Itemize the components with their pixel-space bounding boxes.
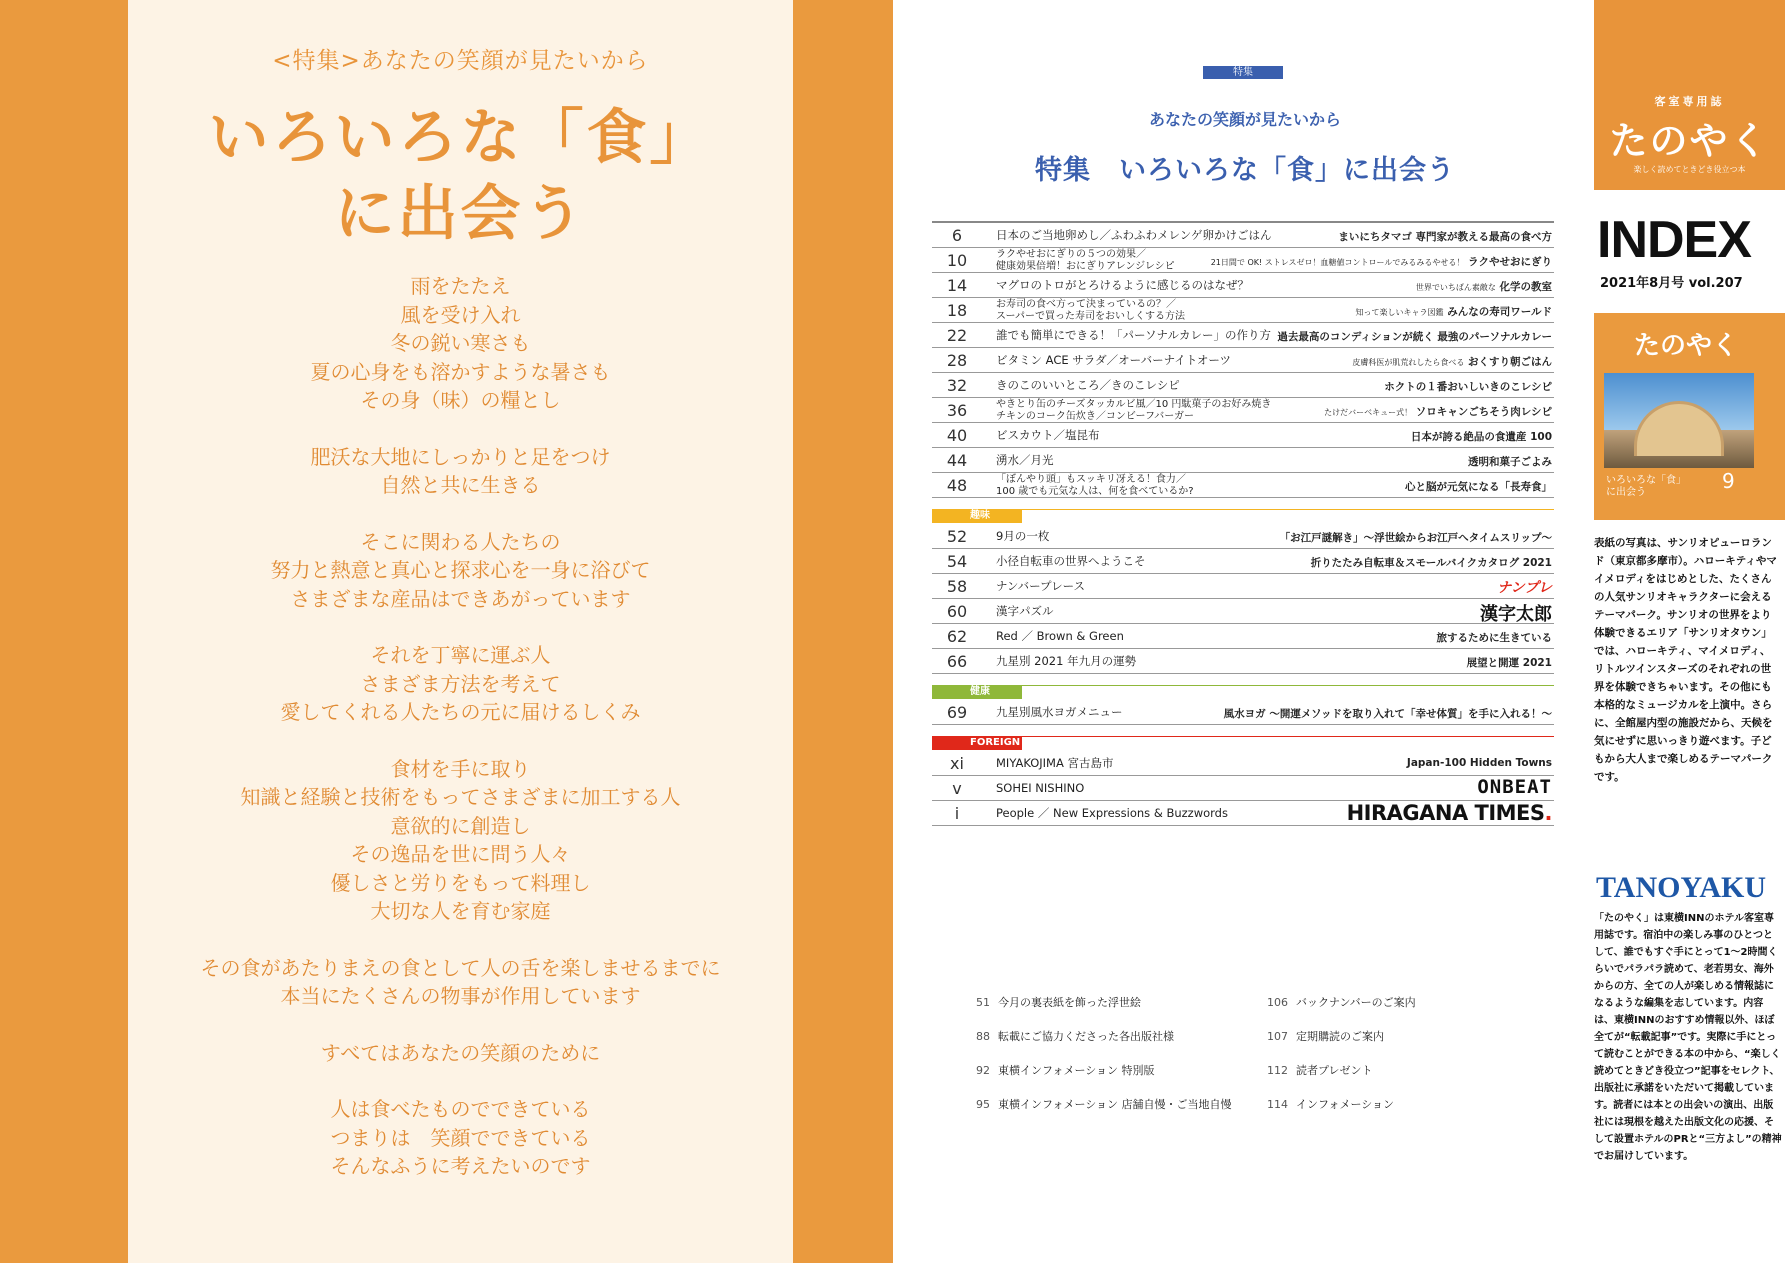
toc-title	[996, 429, 1100, 442]
misc-index-item	[1262, 1062, 1373, 1078]
misc-index-item	[964, 1096, 1232, 1112]
toc-source-title: 透明和菓子ごよみ	[1468, 456, 1552, 468]
misc-page-number: 107	[1267, 1030, 1288, 1043]
toc-title: SOHEI NISHINO	[996, 781, 1085, 795]
toc-source-note: 世界でいちばん素敵な	[1415, 283, 1496, 292]
misc-title: 読者プレゼント	[1296, 1064, 1373, 1077]
toc-source-note: たけだバーベキュー式！	[1324, 408, 1413, 417]
misc-title: インフォメーション	[1296, 1098, 1395, 1111]
toc-source	[1405, 479, 1552, 494]
misc-page-number: 112	[1267, 1064, 1288, 1077]
toc-row	[932, 348, 1554, 373]
feature-title: 特集 いろいろな「食」に出会う	[1035, 155, 1455, 186]
toc-source	[1224, 706, 1552, 721]
toc-source-title: みんなの寿司ワールド	[1447, 306, 1552, 318]
toc-source-title: 過去最高のコンディションが続く 最強のパーソナルカレー	[1277, 331, 1552, 343]
poem-line: 努力と熱意と真心と探求心を一身に浴びて	[270, 558, 651, 582]
toc-source	[1480, 600, 1552, 626]
toc-source	[1437, 630, 1553, 645]
poem-line: さまざまな産品はできあがっています	[290, 586, 631, 611]
poem-kicker: <特集>あなたの笑顔が見たいから	[272, 48, 649, 74]
feature-tag: 特集	[1203, 66, 1283, 79]
toc-page-number: 32	[946, 376, 968, 395]
toc-source	[1277, 329, 1552, 344]
misc-index-item	[1262, 1028, 1384, 1044]
toc-title-line: マグロのトロがとろけるように感じるのはなぜ？	[996, 278, 1249, 292]
toc-page-number: 40	[946, 426, 968, 445]
tanoyaku-logo: TANOYAKU	[1596, 871, 1767, 904]
toc-title-line: ラクやせおにぎりの５つの効果／	[996, 249, 1146, 260]
toc-source-title: 折りたたみ自転車＆スモールバイクカタログ 2021	[1310, 557, 1552, 569]
toc-title: MIYAKOJIMA 宮古島市	[996, 756, 1114, 770]
poem-stanza	[128, 954, 793, 1011]
toc-title-line: 健康効果倍増！おにぎりアレンジレシピ	[996, 260, 1175, 272]
misc-title: 今月の裏表紙を飾った浮世絵	[998, 996, 1141, 1009]
cover-text-line: いろいろな「食」	[1606, 475, 1686, 486]
poem-line: そんなふうに考えたいのです	[330, 1154, 591, 1178]
toc-page-number: 52	[946, 527, 968, 546]
toc-source	[1356, 304, 1552, 319]
toc-source-title: 展望と開運 2021	[1466, 657, 1552, 669]
toc-source	[1338, 229, 1552, 244]
toc-source	[1407, 757, 1552, 769]
toc-source	[1384, 379, 1552, 394]
toc-title-line: ビタミン ACE サラダ／オーバーナイトオーツ	[996, 353, 1231, 367]
kanji-taro-logo: 漢字太郎	[1480, 604, 1552, 625]
toc-page-number: 60	[946, 602, 968, 621]
toc-row	[932, 448, 1554, 473]
toc-title-line: 誰でも簡単にできる！「パーソナルカレー」の作り方	[996, 328, 1271, 342]
toc-title	[996, 249, 1175, 272]
toc-source-title: 旅するために生きている	[1436, 632, 1552, 644]
toc-source	[1280, 530, 1552, 545]
misc-title: バックナンバーのご案内	[1296, 996, 1416, 1009]
toc-title-line: 湧水／月光	[996, 453, 1054, 467]
toc-source	[1352, 354, 1552, 369]
poem-title-line: に出会う	[334, 179, 587, 249]
misc-page-number: 114	[1267, 1098, 1288, 1111]
toc-page-number: 48	[946, 476, 968, 495]
misc-index-item	[964, 994, 1141, 1010]
poem-line: さまざま方法を考えて	[360, 671, 561, 696]
issue-number: 2021年8月号 vol.207	[1600, 276, 1743, 291]
brand-tagline: 楽しく読めてときどき役立つ本	[1633, 165, 1746, 174]
toc-title	[996, 379, 1180, 392]
misc-index-item	[1262, 994, 1416, 1010]
section-divider	[932, 736, 1554, 737]
misc-page-number: 51	[976, 996, 990, 1009]
toc-page-number: 54	[946, 552, 968, 571]
toc-source	[1411, 429, 1552, 444]
poem-line: 風を受け入れ	[400, 302, 521, 327]
poem-line: つまりは 笑顔でできている	[330, 1125, 591, 1150]
toc-row	[932, 273, 1554, 298]
toc-row	[932, 700, 1554, 725]
hiragana-times-logo	[1347, 801, 1552, 825]
poem-body	[128, 272, 793, 1209]
toc-source-title: 化学の教室	[1499, 281, 1552, 293]
toc-title	[996, 399, 1271, 422]
poem-line: 大切な人を育む家庭	[370, 899, 551, 923]
hiragana-times-dot: .	[1544, 801, 1552, 825]
poem-line: 人は食べたものでできている	[330, 1097, 591, 1121]
toc-source	[1497, 577, 1552, 597]
toc-source-title: ラクやせおにぎり	[1468, 256, 1552, 268]
section-label-hobby: 趣味	[932, 509, 1022, 523]
poem-stanza	[128, 1095, 793, 1181]
toc-page-number: 44	[946, 451, 968, 470]
misc-page-number: 106	[1267, 996, 1288, 1009]
toc-title: 漢字パズル	[996, 604, 1054, 618]
toc-source-title: おくすり朝ごはん	[1468, 356, 1552, 368]
toc-title-line: 100 歳でも元気な人は、何を食べているか?	[996, 485, 1194, 497]
poem-line: 冬の鋭い寒さも	[390, 331, 531, 355]
section-divider	[932, 509, 1554, 510]
toc-source-note: 皮膚科医が肌荒れしたら食べる	[1352, 358, 1465, 367]
poem-line: その逸品を世に問う人々	[350, 842, 571, 866]
toc-title-line: やきとり缶のチーズタッカルビ風／10 円駄菓子のお好み焼き	[996, 399, 1272, 410]
toc-title: ナンバープレース	[996, 579, 1086, 593]
cover-text	[1606, 475, 1686, 499]
poem-line: 食材を手に取り	[390, 756, 531, 781]
toc-source-title: 日本が誇る絶品の食遺産 100	[1410, 431, 1552, 443]
toc-source-title: 「お江戸謎解き」〜浮世絵からお江戸へタイムスリップ〜	[1279, 532, 1552, 544]
poem-stanza	[128, 528, 793, 614]
poem-stanza	[128, 1039, 793, 1068]
toc-page-number: 58	[946, 577, 968, 596]
misc-index-item	[964, 1028, 1174, 1044]
feature-subtitle: あなたの笑顔が見たいから	[1148, 110, 1341, 129]
toc-title-line: スーパーで買った寿司をおいしくする方法	[996, 310, 1185, 322]
toc-title: 小径自転車の世界へようこそ	[996, 554, 1146, 568]
toc-row	[932, 373, 1554, 398]
brand-box	[1594, 0, 1785, 190]
poem-line: 肥沃な大地にしっかりと足をつけ	[310, 444, 611, 469]
toc-source	[1468, 454, 1552, 469]
toc-row	[932, 574, 1554, 599]
toc-page-number: v	[952, 779, 962, 798]
toc-title-line: きのこのいいところ／きのこレシピ	[996, 378, 1180, 392]
misc-title: 転載にご協力くださった各出版社様	[998, 1030, 1174, 1043]
toc-source-note: 21日間で OK! ストレスゼロ！血糖値コントロールでみるみるやせる！	[1210, 258, 1465, 267]
poem-line: それを丁寧に運ぶ人	[370, 643, 551, 667]
toc-source-title: ホクトの１番おいしいきのこレシピ	[1384, 381, 1552, 393]
poem-panel	[128, 0, 793, 1263]
toc-title	[996, 279, 1249, 292]
brand-logo: たのやく	[1609, 119, 1770, 163]
toc-row	[932, 776, 1554, 801]
section-label-foreign: FOREIGN	[932, 736, 1022, 750]
nanpure-logo: ナンプレ	[1497, 580, 1552, 596]
cover-number: 9	[1722, 469, 1735, 493]
toc-title	[996, 329, 1271, 342]
toc-page-number: 36	[946, 401, 968, 420]
toc-title	[996, 474, 1194, 497]
toc-row	[932, 599, 1554, 624]
onbeat-logo: ONBEAT	[1477, 776, 1552, 798]
toc-row	[932, 801, 1554, 826]
cover-description: 表紙の写真は、サンリオピューロランド（東京都多摩市）。ハローキティやマイメロディをはじめとした、たくさんの人気サンリオキャラクターに会えるテーマパーク。サンリオの世界をより体験できるエリア「サンリオタウン」では、ハローキティ、マイメロディ、リトルツインスターズのそれぞれの世界を体験できちゃいます。その他にも本格的なミュージカルを上演中。さらに、全館屋内型の施設だから、天候を気にせずに思いっきり遊べます。子どもから大人まで楽しめるテーマパークです。	[1594, 537, 1777, 783]
toc-page-number: 28	[946, 351, 968, 370]
poem-line: 優しさと労りをもって料理し	[330, 870, 591, 895]
poem-title-line: いろいろな「食」	[208, 103, 713, 173]
toc-source-title: まいにちタマゴ 専門家が教える最高の食べ方	[1338, 231, 1552, 243]
toc-page-number: 14	[946, 276, 968, 295]
toc-title-line: お寿司の食べ方って決まっているの？／	[996, 299, 1176, 310]
toc-source	[1347, 801, 1552, 825]
toc-row	[932, 524, 1554, 549]
misc-index-item	[1262, 1096, 1394, 1112]
poem-line: そこに関わる人たちの	[360, 529, 561, 554]
cover-logo: たのやく	[1634, 331, 1739, 361]
toc-page-number: 62	[946, 627, 968, 646]
toc-row	[932, 624, 1554, 649]
toc-source	[1477, 776, 1552, 798]
misc-page-number: 95	[976, 1098, 990, 1111]
poem-stanza	[128, 641, 793, 727]
toc-row	[932, 248, 1554, 273]
toc-page-number: xi	[950, 754, 964, 773]
toc-source	[1211, 254, 1552, 269]
toc-row	[932, 223, 1554, 248]
poem-line: 夏の心身をも溶かすような暑さも	[310, 359, 611, 384]
misc-title: 東横インフォメーション 特別版	[998, 1064, 1155, 1077]
poem-stanza	[128, 272, 793, 415]
poem-line: 愛してくれる人たちの元に届けるしくみ	[280, 700, 641, 724]
brand-category: 客室専用誌	[1654, 95, 1725, 108]
poem-line: 自然と共に生きる	[380, 473, 541, 497]
cover-text-line: に出会う	[1606, 487, 1646, 498]
misc-page-number: 92	[976, 1064, 990, 1077]
poem-line: 知識と経験と技術をもってさまざまに加工する人	[240, 785, 681, 809]
misc-title: 東横インフォメーション 店舗自慢・ご当地自慢	[998, 1098, 1232, 1111]
tanoyaku-description: 「たのやく」は東横INNのホテル客室専用誌です。宿泊中の楽しみ事のひとつとして、誰でもすぐ手にとって1〜2時間くらいでパラパラ読めて、老若男女、海外からの方、全ての人が楽しめる情報誌になるような編集を志しています。内容は、東横INNのおすすめ情報以外、ほぼ全てが“転載記事”です。実際に手にとって読むことができる本の中から、“楽しく読めてときどき役立つ”記事をセレクト、出版社に承諾をいただいて掲載しています。読者には本との出会いの演出、出版社には現根を越えた出版文化の応援、そして設置ホテルのPRと“三方よし”の精神でお届けしています。	[1594, 913, 1782, 1162]
toc-source-title: ソロキャンごちそう肉レシピ	[1415, 406, 1552, 418]
poem-line: すべてはあなたの笑顔のために	[320, 1040, 601, 1065]
toc-title-line: チキンのコーク缶炊き／コンビーフバーガー	[996, 410, 1194, 422]
poem-line: 本当にたくさんの物事が作用しています	[280, 984, 641, 1008]
toc-title: People ／ New Expressions & Buzzwords	[996, 806, 1228, 820]
toc-source	[1311, 555, 1552, 570]
poem-line: 雨をたたえ	[410, 274, 511, 298]
cover-thumbnail	[1594, 313, 1785, 520]
toc-row	[932, 398, 1554, 423]
poem-stanza	[128, 443, 793, 500]
poem-line: 意欲的に創造し	[390, 813, 531, 838]
cover-photo	[1604, 373, 1754, 468]
toc-source-note: 知って楽しいキャラ図鑑	[1355, 308, 1444, 317]
toc-row	[932, 751, 1554, 776]
toc-row	[932, 473, 1554, 498]
toc-title: Red ／ Brown & Green	[996, 629, 1124, 643]
toc-source	[1467, 655, 1552, 670]
toc-page-number: 69	[946, 703, 968, 722]
toc-source-title: 心と脳が元気になる「長寿食」	[1405, 481, 1552, 493]
misc-title: 定期購読のご案内	[1296, 1030, 1384, 1043]
toc-page-number: 10	[946, 251, 968, 270]
toc-source-title: 風水ヨガ 〜開運メソッドを取り入れて「幸せ体質」を手に入れる！〜	[1223, 708, 1552, 720]
toc-row	[932, 549, 1554, 574]
toc-title	[996, 299, 1185, 322]
toc-title: 九星別 2021 年九月の運勢	[996, 654, 1137, 668]
section-label-health: 健康	[932, 685, 1022, 699]
toc-source	[1324, 404, 1552, 419]
toc-title-line: 日本のご当地卵めし／ふわふわメレンゲ卵かけごはん	[996, 228, 1272, 242]
poem-stanza	[128, 755, 793, 926]
toc-title	[996, 229, 1271, 242]
toc-row	[932, 649, 1554, 674]
toc-page-number: 6	[951, 226, 963, 245]
cover-photo-arch	[1634, 401, 1724, 456]
toc-title	[996, 454, 1054, 467]
toc-row	[932, 423, 1554, 448]
toc-page-number: 18	[946, 301, 968, 320]
toc-source-title: Japan-100 Hidden Towns	[1406, 757, 1552, 769]
toc-title: 9月の一枚	[996, 529, 1050, 543]
toc-row	[932, 298, 1554, 323]
index-title: INDEX	[1597, 211, 1751, 269]
toc-row	[932, 323, 1554, 348]
toc-title-line: 「ぼんやり頭」もスッキリ冴える！食力／	[996, 474, 1186, 485]
poem-line: その身（味）の糧とし	[360, 388, 561, 412]
section-divider	[932, 685, 1554, 686]
poem-line: その食があたりまえの食として人の舌を楽しませるまでに	[200, 955, 721, 980]
toc-title: 九星別風水ヨガメニュー	[996, 705, 1123, 719]
misc-index-item	[964, 1062, 1155, 1078]
toc-source	[1416, 279, 1552, 294]
toc-page-number: 22	[946, 326, 968, 345]
toc-page-number: 66	[946, 652, 968, 671]
toc-title	[996, 354, 1231, 367]
hiragana-times-text: HIRAGANA TIMES	[1346, 801, 1545, 825]
toc-page-number: i	[954, 804, 960, 823]
misc-page-number: 88	[976, 1030, 990, 1043]
poem-title	[128, 100, 793, 252]
toc-title-line: ビスカウト／塩昆布	[996, 428, 1100, 442]
